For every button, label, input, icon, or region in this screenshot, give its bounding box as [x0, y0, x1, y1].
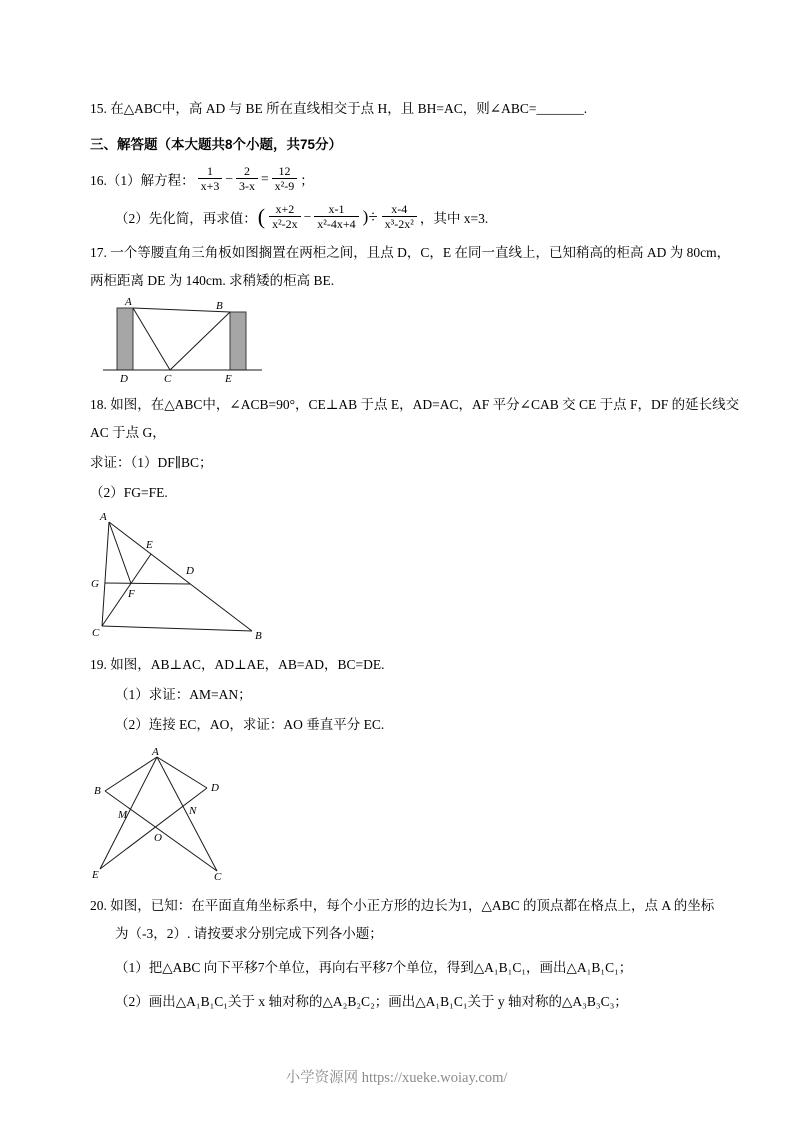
point-label-A: A [125, 295, 132, 308]
edge-AC [133, 308, 170, 370]
fraction-denominator: x²-2x [269, 216, 301, 231]
segment-AE [100, 757, 157, 869]
point-label-F: F [128, 587, 135, 600]
fraction-numerator: 2 [244, 164, 251, 178]
point-label-G: G [91, 577, 99, 590]
exam-page [90, 98, 740, 1013]
problem-17-line1: 17. 一个等腰直角三角板如图搁置在两柜之间，且点 D，C，E 在同一直线上，已知稍高的柜高 AD 为 80cm， [90, 244, 731, 260]
right-paren-divide: )÷ [362, 207, 378, 227]
footer-site-link[interactable]: 小学资源网 https://xueke.woiay.com/ [285, 1070, 508, 1086]
problem-20-line1: 20. 如图，已知：在平面直角坐标系中，每个小正方形的边长为1，△ABC 的顶点都在格点上，点 A 的坐标 [90, 897, 715, 913]
point-label-D: D [186, 564, 194, 577]
point-label-B: B [216, 299, 223, 312]
fraction-4 [269, 202, 301, 232]
edge-BC [170, 312, 230, 370]
problem-16-part2-label: （2）先化简，再求值： [115, 210, 257, 226]
segment-AD [157, 757, 207, 788]
left-cabinet [117, 308, 133, 370]
point-label-A: A [152, 747, 159, 758]
page-footer [0, 1066, 793, 1087]
section-3-header: 三、解答题（本大题共8个小题，共75分） [90, 137, 343, 152]
problem-16-part1 [90, 164, 720, 194]
fraction-denominator: x²-9 [272, 178, 298, 193]
point-label-C: C [92, 626, 100, 639]
edge-AC [102, 522, 109, 626]
semicolon: ； [300, 172, 314, 188]
segment-AC [157, 757, 217, 871]
point-label-A: A [100, 511, 107, 523]
right-cabinet [230, 312, 246, 370]
point-label-E: E [146, 538, 153, 551]
minus-operator: − [225, 170, 234, 186]
problem-15: 15. 在△ABC中，高 AD 与 BE 所在直线相交于点 H，且 BH=AC，则∠ABC=_______. [90, 101, 588, 116]
edge-CB [102, 626, 252, 631]
problem-19-line1: 19. 如图，AB⊥AC，AD⊥AE，AB=AD，BC=DE. [90, 656, 385, 672]
fraction-denominator: x+3 [198, 178, 223, 193]
segment-BC [105, 791, 217, 871]
problem-19-line2: （1）求证：AM=AN； [115, 686, 252, 702]
problem-18-line1: 18. 如图，在△ABC中，∠ACB=90°，CE⊥AB 于点 E，AD=AC，AF 平分∠CAB 交 CE 于点 F，DF 的延长线交 [90, 396, 740, 412]
condition-text: ，其中 x=3. [419, 210, 489, 226]
point-label-E: E [92, 868, 99, 881]
bisector-AF [109, 522, 131, 584]
fraction-2 [236, 164, 258, 194]
point-label-D: D [211, 781, 219, 794]
equals-operator: = [261, 170, 269, 186]
minus-operator: − [303, 208, 312, 224]
fraction-1 [198, 164, 223, 194]
point-label-C: C [164, 372, 172, 385]
segment-AB [105, 757, 157, 791]
segment-DE [100, 788, 207, 869]
problem-19-line3: （2）连接 EC，AO，求证：AO 垂直平分 EC. [115, 716, 385, 732]
fraction-numerator: 1 [207, 164, 214, 178]
fraction-3 [272, 164, 298, 194]
segment-CE [102, 554, 151, 626]
fraction-numerator: x+2 [275, 201, 295, 216]
fraction-denominator: x³-2x² [382, 216, 417, 231]
fraction-denominator: 3-x [236, 178, 258, 193]
problem-16-part1-label: 16.（1）解方程： [90, 172, 195, 188]
point-label-B: B [255, 629, 262, 640]
problem-20-line4: （2）画出△A₁B₁C₁关于 x 轴对称的△A₂B₂C₂；画出△A₁B₁C₁关于 y 轴对称的△A₃B₃C₃； [115, 993, 628, 1009]
figure-18-right-triangle [90, 512, 268, 640]
point-label-C: C [214, 870, 222, 883]
point-label-D: D [120, 372, 128, 385]
point-label-B: B [94, 784, 101, 797]
fraction-numerator: 12 [278, 164, 291, 178]
fraction-5 [314, 202, 358, 232]
segment-GD [105, 583, 190, 584]
fraction-numerator: x-1 [328, 201, 345, 216]
problem-16-part2 [115, 202, 720, 232]
fraction-denominator: x²-4x+4 [314, 216, 358, 231]
problem-20-line2: 为（-3，2）. 请按要求分别完成下列各小题； [115, 925, 383, 941]
figure-17-triangle-between-cabinets [100, 296, 268, 386]
problem-20-line3: （1）把△ABC 向下平移7个单位，再向右平移7个单位，得到△A₁B₁C₁，画出△A₁B₁C₁； [115, 959, 633, 975]
point-label-E: E [225, 372, 232, 385]
problem-18-line4: （2）FG=FE. [90, 484, 168, 500]
left-paren: ( [257, 203, 266, 229]
problem-17-line2: 两柜距离 DE 为 140cm. 求稍矮的柜高 BE. [90, 272, 335, 288]
point-label-M: M [118, 808, 128, 821]
point-label-N: N [189, 804, 197, 817]
point-label-O: O [154, 831, 162, 844]
problem-18-line3: 求证：（1）DF∥BC； [90, 454, 213, 470]
fraction-numerator: x-4 [391, 201, 408, 216]
edge-AB [109, 522, 252, 631]
fraction-6 [382, 202, 417, 232]
problem-18-line2: AC 于点 G， [90, 424, 166, 440]
figure-19-crossed-triangles [90, 748, 242, 883]
